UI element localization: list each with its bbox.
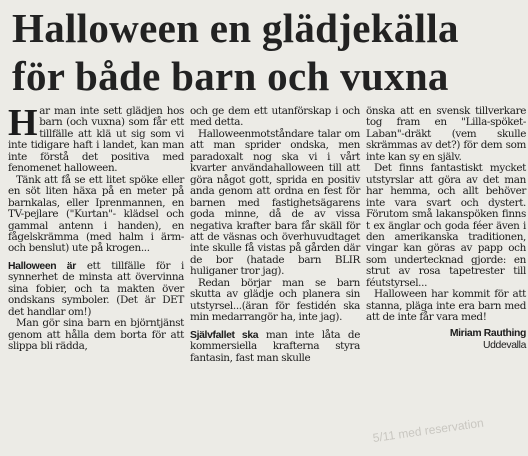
headline-line-2: för både barn och vuxna [12, 53, 449, 99]
article-column-3 [366, 106, 526, 352]
paragraph-lead: Halloween är [8, 260, 76, 272]
paragraph-text: ett tillfälle för i synnerhet de minsta att övervinna sina fobier, och ta makten över ondskans symboler. (Det är DET det handlar om!) [8, 259, 184, 318]
paragraph: och ge dem ett utanförskap i och med detta. [190, 105, 360, 129]
paragraph [190, 330, 360, 364]
paragraph [8, 102, 184, 175]
paragraph: Man gör sina barn en björntjänst genom att hålla dem borta för att slippa bli rädda, [8, 317, 184, 353]
paragraph-lead: Självfallet ska [190, 329, 259, 341]
article-column-1 [8, 102, 184, 353]
signature-place: Uddevalla [482, 339, 526, 351]
headline [12, 4, 522, 100]
paragraph [8, 261, 184, 318]
drop-cap: H [8, 102, 38, 144]
paragraph: Halloweenmotståndare talar om att man sprider ondska, men paradoxalt nog ska vi i vårt kvarter användahalloween till att göra något gott, sprida en positiv anda genom att ordna en fest för barnen med fastighetsägarens goda minne, då de av vissa negativa krafter bara får skäll för att de väsnas och överhuvudtaget inte skulle få vistas på gården där de bor (hatade barn BLIR huliganer tror jag). [190, 127, 360, 278]
paragraph-text: man inte låta de kommersiella krafterna styra fantasin, fast man skulle [190, 328, 360, 364]
paragraph: önska att en svensk tillverkare tog fram en "Lilla-spöket-Laban"-dräkt (vem skulle skrämmas av det?) för dem som inte kan sy en själv. [366, 105, 526, 163]
paragraph: Halloween har kommit för att stanna, pläga inte era barn med att de inte får vara med! [366, 288, 526, 324]
show-through-text: 5/11 med reservation [371, 415, 485, 446]
paragraph: Det finns fantastiskt mycket utstyrslar att göra av det man har hemma, och allt behöver inte vara svart och dystert. Förutom små lakanspöken finns t ex änglar och goda féer även i den amerikanska traditionen, vingar kan göras av papp och som undertecknad gjorde: en strut av rosa tapetrester till féutstyrsel... [366, 162, 526, 289]
signature-name: Miriam Rauthing [449, 327, 526, 339]
paragraph: Redan börjar man se barn skutta av glädje och planera sin utstyrsel...(äran för festidén ska min medarrangör ha, inte jag). [190, 276, 360, 324]
article-column-2 [190, 106, 360, 364]
paragraph-text: ar man inte sett glädjen hos barn (och vuxna) som får ett tillfälle att klä ut sig som vi inte tidigare haft i landet, kan man inte förstå det positiva med fenomenet halloween. [8, 105, 184, 175]
signature [366, 328, 526, 352]
paragraph: Tänk att få se ett litet spöke eller en söt liten häxa på en meter på barnkalas, eller Iprenmannen, en TV-pejlare ("Kurtan"- klädsel och gammal antenn i handen), en fågelskrämma (med halm i ärm-och benslut) ute på krogen... [8, 173, 184, 255]
headline-line-1: Halloween en glädjekälla [12, 5, 459, 51]
